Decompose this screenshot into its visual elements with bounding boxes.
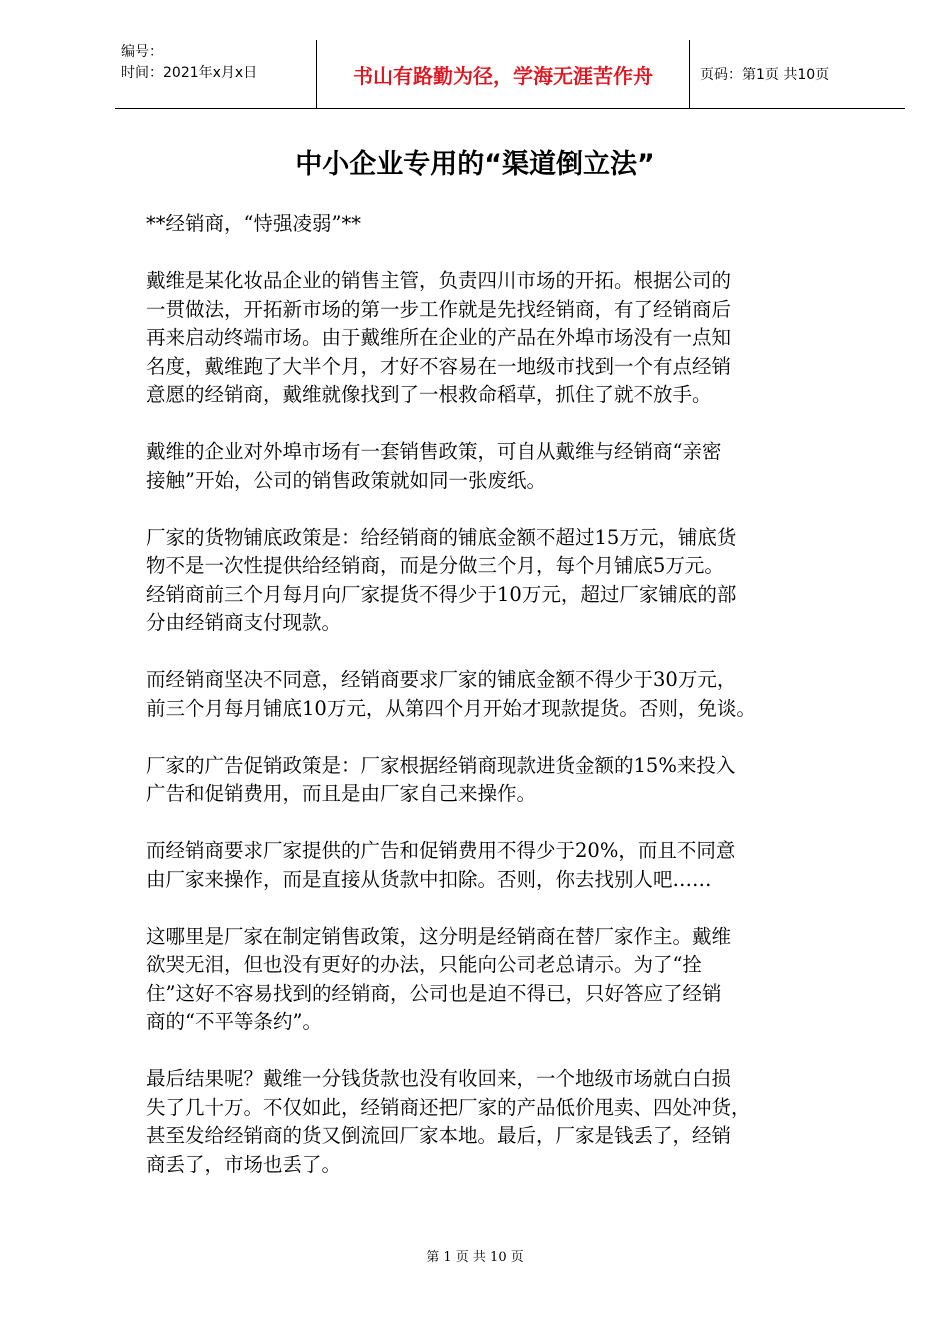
paragraph: 戴维的企业对外埠市场有一套销售政策，可自从戴维与经销商“亲密 接触”开始，公司的销售政策就如同一张废纸。: [146, 440, 722, 492]
paragraph: 而经销商要求厂家提供的广告和促销费用不得少于20%，而且不同意 由厂家来操作，而是直接从货款中扣除。否则，你去找别人吧……: [146, 839, 736, 891]
paragraph: 这哪里是厂家在制定销售政策，这分明是经销商在替厂家作主。戴维 欲哭无泪，但也没有更好的办法，只能向公司老总请示。为了“拴 住”这好不容易找到的经销商，公司也是迫不得已，只好答应了经销 商的“不平等条约”。: [146, 924, 732, 1033]
document-title: 中小企业专用的“渠道倒立法”: [295, 149, 655, 180]
page-footer: 第 1 页 共 10 页: [426, 1250, 524, 1265]
paragraph: 厂家的广告促销政策是：厂家根据经销商现款进货金额的15%来投入 广告和促销费用，而且是由厂家自己来操作。: [146, 753, 736, 805]
header-page-number: 页码：第1页 共10页: [700, 67, 830, 83]
page-header: [115, 40, 905, 109]
paragraph: 厂家的货物铺底政策是：给经销商的铺底金额不超过15万元，铺底货 物不是一次性提供给经销商，而是分做三个月，每个月铺底5万元。 经销商前三个月每月向厂家提货不得少于10万元，超过厂家铺底的部 分由经销商支付现款。: [146, 525, 737, 634]
header-motto: 书山有路勤为径，学海无涯苦作舟: [316, 40, 690, 108]
header-meta: [115, 40, 316, 108]
paragraph: 最后结果呢？戴维一分钱货款也没有收回来，一个地级市场就白白损 失了几十万。不仅如此，经销商还把厂家的产品低价甩卖、四处冲货， 甚至发给经销商的货又倒流回厂家本地。最后，厂家是钱丢了，经销 商丢了，市场也丢了。: [146, 1067, 751, 1176]
paragraph: 而经销商坚决不同意，经销商要求厂家的铺底金额不得少于30万元， 前三个月每月铺底10万元，从第四个月开始才现款提货。否则，免谈。: [146, 668, 756, 720]
section-heading: **经销商，“恃强凌弱”**: [146, 212, 361, 235]
document-body: [146, 210, 896, 1208]
number-label: 编号：: [121, 44, 163, 60]
paragraph: 戴维是某化妆品企业的销售主管，负责四川市场的开拓。根据公司的 一贯做法，开拓新市场的第一步工作就是先找经销商，有了经销商后 再来启动终端市场。由于戴维所在企业的产品在外埠市场没有一点知 名度，戴维跑了大半个月，才好不容易在一地级市找到一个有点经销 意愿的经销商，戴维就像找到了一根救命稻草，抓住了就不放手。: [146, 269, 732, 406]
time-label: 时间：2021年x月x日: [121, 65, 258, 81]
